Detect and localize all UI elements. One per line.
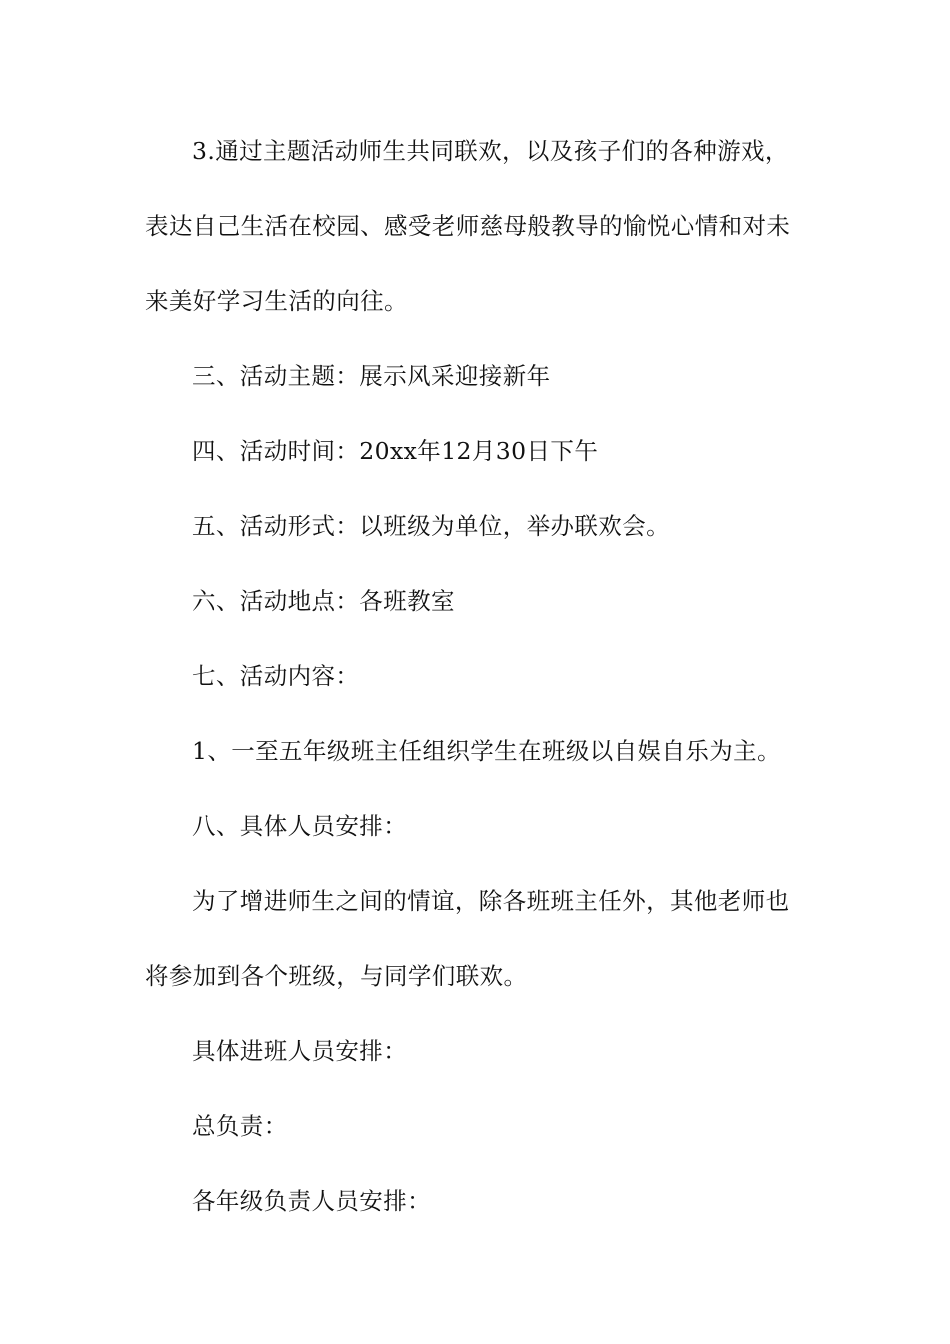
paragraph-line: 各年级负责人员安排： — [192, 1187, 431, 1215]
paragraph-line: 将参加到各个班级，与同学们联欢。 — [145, 962, 528, 990]
section-heading: 五、活动形式：以班级为单位，举办联欢会。 — [192, 512, 670, 540]
paragraph-line: 表达自己生活在校园、感受老师慈母般教导的愉悦心情和对未 — [145, 212, 791, 240]
section-heading: 六、活动地点：各班教室 — [192, 587, 455, 615]
paragraph-line: 具体进班人员安排： — [192, 1037, 408, 1065]
section-heading: 八、具体人员安排： — [192, 812, 408, 840]
section-heading: 四、活动时间：20xx年12月30日下午 — [192, 437, 599, 465]
paragraph-line: 为了增进师生之间的情谊，除各班班主任外，其他老师也 — [192, 887, 790, 915]
section-heading: 三、活动主题：展示风采迎接新年 — [192, 362, 551, 390]
paragraph-line: 总负责： — [192, 1112, 288, 1140]
section-heading: 七、活动内容： — [192, 662, 360, 690]
paragraph-line: 1、一至五年级班主任组织学生在班级以自娱自乐为主。 — [192, 737, 781, 765]
paragraph-line: 3.通过主题活动师生共同联欢，以及孩子们的各种游戏， — [192, 137, 789, 165]
paragraph-line: 来美好学习生活的向往。 — [145, 287, 408, 315]
